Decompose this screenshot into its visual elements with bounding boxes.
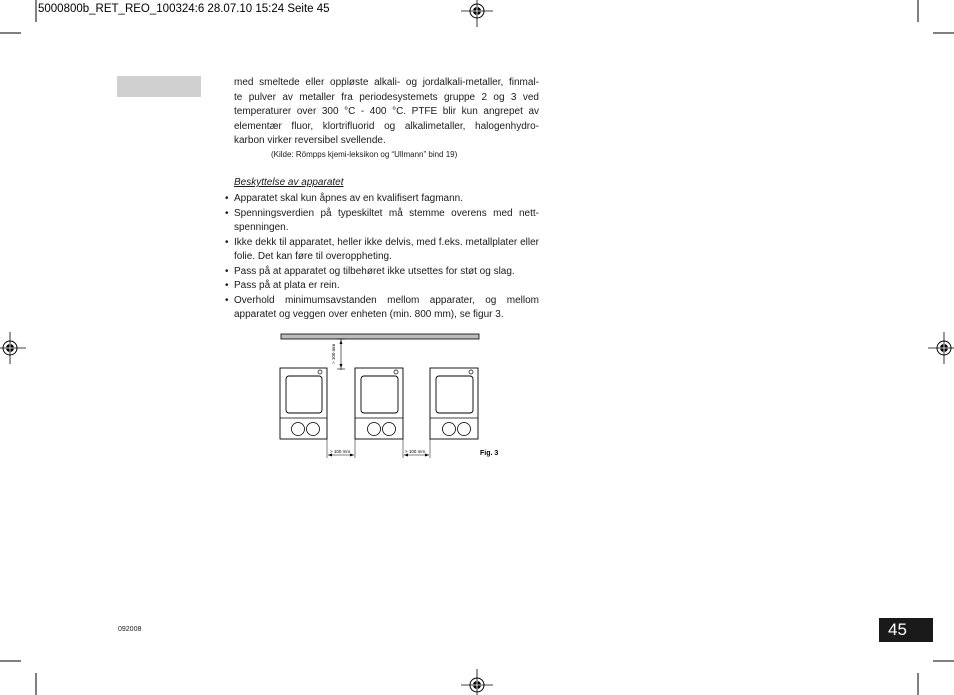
print-job-header: 5000800b_RET_REO_100324:6 28.07.10 15:24 Seite 45 — [38, 3, 330, 15]
source-note: (Kilde: Römpps kjemi-leksikon og “Ullmann” bind 19) — [271, 150, 458, 159]
device-left — [280, 368, 327, 439]
bullet-icon: • — [225, 193, 229, 204]
bullet-icon: • — [225, 236, 229, 248]
intro-line: te pulver av metaller fra periodesystemets gruppe 2 og 3 ved — [234, 91, 539, 103]
intro-line: temperaturer over 300 °C - 400 °C. PTFE blir kun angrepet av — [234, 106, 539, 117]
bullet-icon: • — [225, 294, 229, 306]
registration-mark-icon — [0, 332, 26, 364]
registration-mark-icon — [461, 0, 493, 27]
bullet-list — [225, 192, 539, 323]
list-item: • Apparatet skal kun åpnes av en kvalifisert fagmann. — [225, 192, 539, 207]
intro-line: med smeltede eller oppløste alkali- og jordalkali-metaller, finmal- — [234, 77, 539, 88]
intro-line: karbon virker reversibel svellende. — [234, 135, 386, 146]
horizontal-dimension-label: > 100 mm — [405, 449, 426, 454]
list-item: • Pass på at apparatet og tilbehøret ikke utsettes for støt og slag. — [225, 265, 539, 280]
device-middle — [355, 368, 403, 439]
vertical-dimension-label: > 100 mm — [331, 343, 336, 364]
spacing-diagram — [275, 328, 505, 463]
device-right — [430, 368, 478, 439]
intro-paragraph — [234, 76, 539, 149]
wall-shelf — [281, 334, 479, 339]
bullet-icon: • — [225, 265, 229, 277]
registration-mark-icon — [928, 332, 954, 364]
list-item: • Overhold minimumsavstanden mellom apparater, og mellom apparatet og veggen over enheten (min. 800 mm), se figur 3. — [225, 294, 539, 320]
bullet-icon: • — [225, 280, 229, 291]
bullet-icon: • — [225, 207, 229, 219]
figure-caption: Fig. 3 — [480, 450, 499, 457]
page-number: 45 — [879, 618, 933, 642]
horizontal-dimension-label: > 100 mm — [330, 449, 351, 454]
list-item: • Ikke dekk til apparatet, heller ikke delvis, med f.eks. metallplater eller folie. Det kan føre til overoppheting. — [225, 236, 539, 262]
section-tab-marker — [117, 76, 201, 97]
section-heading: Beskyttelse av apparatet — [234, 177, 344, 188]
list-item: • Spenningsverdien på typeskiltet må stemme overens med nett-spenningen. — [225, 207, 539, 233]
document-code: 092008 — [118, 626, 142, 633]
registration-mark-icon — [461, 669, 493, 695]
intro-line: elementær fluor, klortrifluorid og alkalimetaller, halogenhydro- — [234, 120, 539, 132]
list-item: • Pass på at plata er rein. — [225, 279, 539, 294]
